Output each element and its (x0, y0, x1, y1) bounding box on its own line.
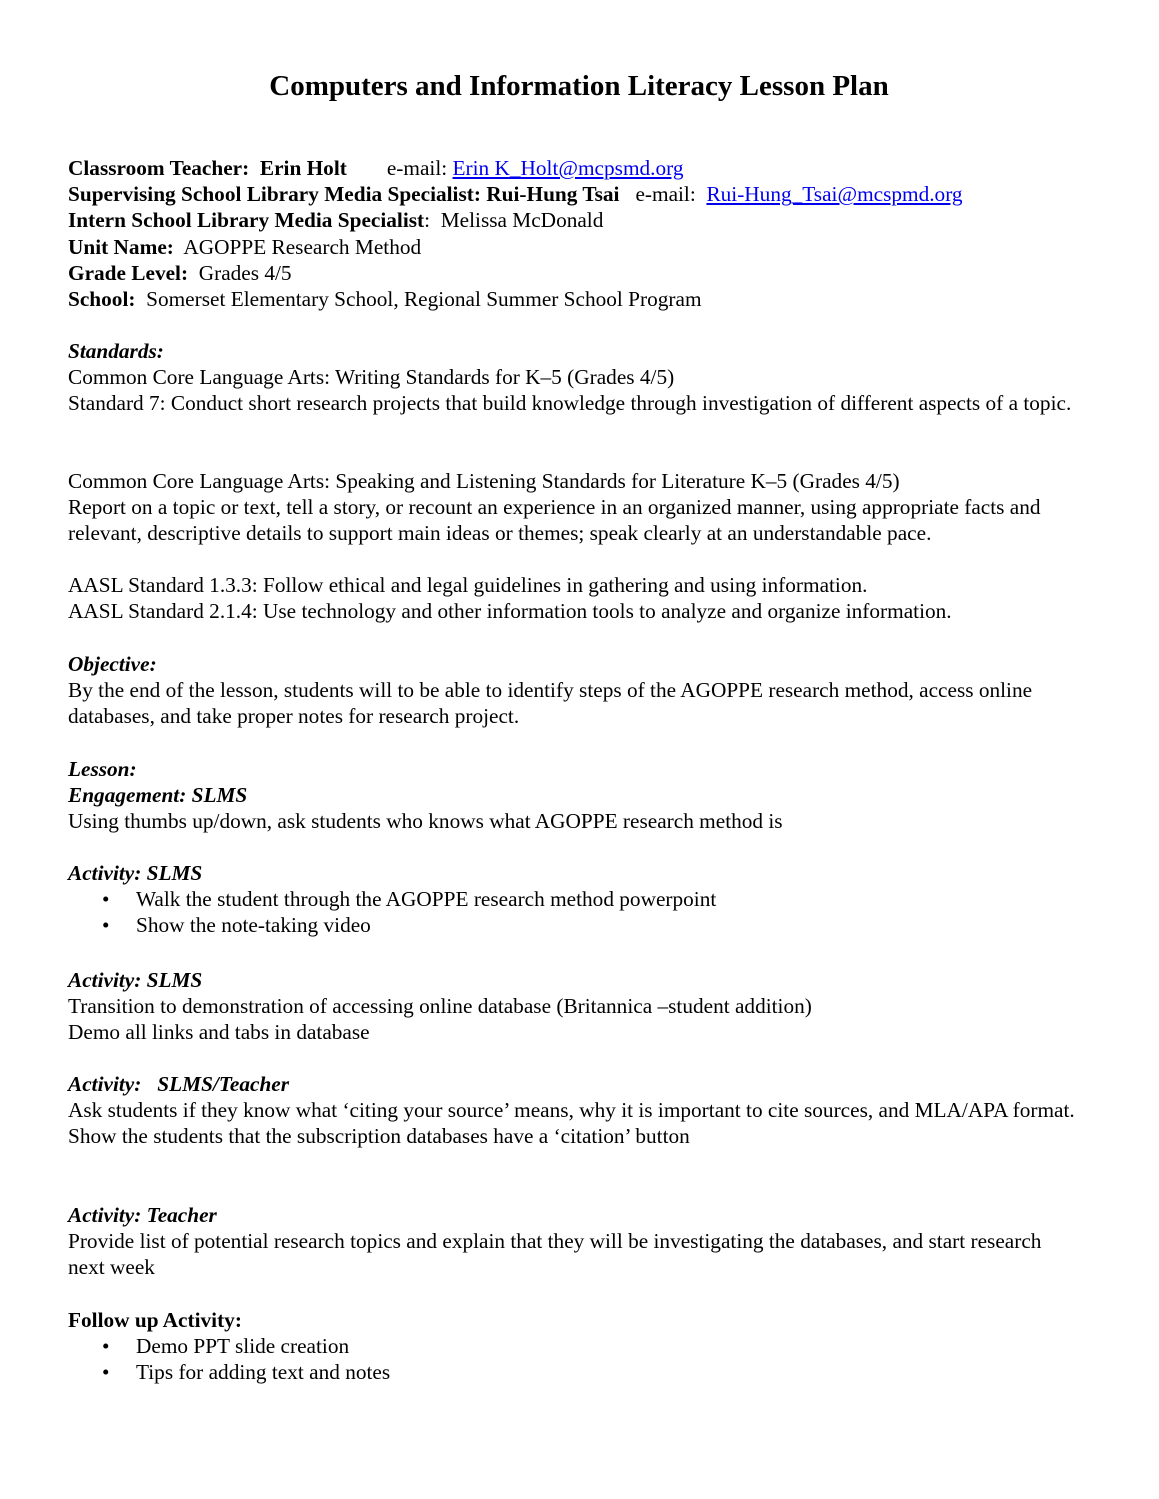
follow-up-activity (68, 1307, 1098, 1386)
speaking-standard (68, 468, 1098, 547)
aasl-standards (68, 572, 1098, 624)
intern-line: Intern School Library Media Specialist: Melissa McDonald (68, 208, 604, 233)
activity-3-text: Ask students if they know what ‘citing your source’ means, why it is important to cite sources, and MLA/APA format. (68, 1098, 1075, 1123)
supervising-label: Supervising School Library Media Specialist: (68, 182, 481, 207)
standards-heading: Standards: (68, 339, 164, 363)
follow-up-heading: Follow up Activity: (68, 1308, 242, 1332)
supervising-line (68, 181, 1098, 207)
teacher-email-link[interactable]: Erin K_Holt@mcpsmd.org (452, 156, 684, 180)
lesson-heading: Lesson: (68, 757, 137, 781)
unit-label: Unit Name: (68, 234, 174, 259)
objective-heading: Objective: (68, 652, 157, 676)
email-label: e-mail: (386, 156, 448, 180)
school-label: School: (68, 287, 136, 312)
header-info (68, 155, 1098, 312)
engagement-text: Using thumbs up/down, ask students who knows what AGOPPE research method is (68, 809, 783, 834)
activity-2 (68, 967, 1098, 1046)
activity-1 (68, 860, 1098, 939)
unit-value: AGOPPE Research Method (183, 234, 422, 259)
email-label: e-mail: (635, 182, 696, 207)
aasl-standard-2: AASL Standard 2.1.4: Use technology and other information tools to analyze and organize information. (68, 599, 952, 624)
bullet-icon: • (102, 913, 110, 938)
bullet-icon: • (102, 887, 110, 912)
classroom-teacher-name: Erin Holt (259, 156, 347, 180)
list-item: • Tips for adding text and notes (102, 1360, 391, 1385)
writing-standard-title: Common Core Language Arts: Writing Standards for K–5 (Grades 4/5) (68, 365, 675, 390)
activity-4 (68, 1202, 1098, 1281)
activity-3-heading: Activity: SLMS/Teacher (68, 1072, 290, 1096)
activity-4-text: Provide list of potential research topics and explain that they will be investigating the databases, and start research next week (68, 1229, 1042, 1280)
activity-3 (68, 1071, 1098, 1150)
page-title: Computers and Information Literacy Lesson Plan (269, 70, 889, 102)
list-item: • Show the note-taking video (102, 913, 371, 938)
activity-4-heading: Activity: Teacher (68, 1203, 217, 1227)
bullet-icon: • (102, 1334, 110, 1359)
activity-1-list (68, 886, 1098, 938)
classroom-teacher-line (68, 155, 1098, 181)
grade-label: Grade Level: (68, 260, 189, 285)
aasl-standard-1: AASL Standard 1.3.3: Follow ethical and legal guidelines in gathering and using information. (68, 573, 868, 597)
classroom-teacher-label: Classroom Teacher: (68, 156, 250, 180)
objective-text: By the end of the lesson, students will to be able to identify steps of the AGOPPE research method, access online databases, and take proper notes for research project. (68, 678, 1033, 729)
speaking-standard-title: Common Core Language Arts: Speaking and Listening Standards for Literature K–5 (Grades 4/5) (68, 469, 900, 493)
bullet-icon: • (102, 1360, 110, 1385)
speaking-standard-text: Report on a topic or text, tell a story, or recount an experience in an organized manner, using appropriate facts and relevant, descriptive details to support main ideas or themes; speak clearly at an understandable pace. (68, 495, 1041, 546)
engagement-heading: Engagement: SLMS (68, 783, 248, 808)
school-value: Somerset Elementary School, Regional Summer School Program (146, 287, 702, 312)
objective-section (68, 651, 1098, 730)
activity-2-heading: Activity: SLMS (68, 968, 203, 992)
grade-value: Grades 4/5 (198, 260, 292, 285)
supervising-email-link[interactable]: Rui-Hung_Tsai@mcspmd.org (706, 182, 963, 207)
activity-2-line: Transition to demonstration of accessing online database (Britannica –student addition) (68, 994, 812, 1019)
activity-2-line: Demo all links and tabs in database (68, 1020, 370, 1045)
grade-line (68, 260, 1098, 286)
supervising-name: Rui-Hung Tsai (486, 182, 620, 207)
standards-section (68, 338, 1098, 417)
unit-line (68, 234, 1098, 260)
school-line (68, 286, 1098, 312)
list-item: • Demo PPT slide creation (102, 1334, 350, 1359)
follow-up-list (68, 1333, 1098, 1385)
activity-1-heading: Activity: SLMS (68, 861, 203, 885)
intern-label: Intern School Library Media Specialist (68, 208, 425, 233)
lesson-section (68, 756, 1098, 835)
writing-standard-text: Standard 7: Conduct short research projects that build knowledge through investigation of different aspects of a topic. (68, 391, 1072, 416)
list-item: • Walk the student through the AGOPPE research method powerpoint (102, 887, 717, 912)
activity-3-text-2: Show the students that the subscription databases have a ‘citation’ button (68, 1124, 690, 1149)
intern-name: Melissa McDonald (440, 208, 604, 233)
